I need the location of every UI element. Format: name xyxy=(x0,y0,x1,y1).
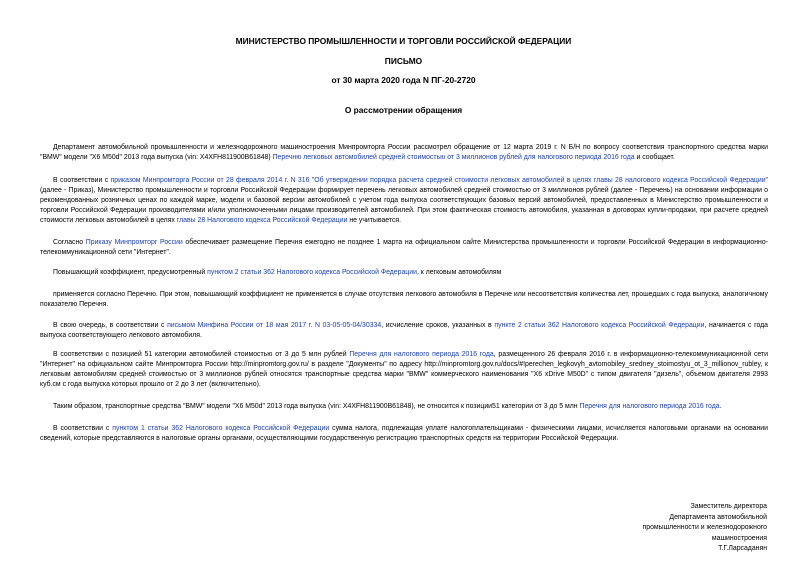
link-perechen-2016[interactable]: Перечню легковых автомобилей средней стоимостью от 3 миллионов рублей для налогового периода 2016 года xyxy=(272,154,635,161)
paragraph-text: сумма налога, подлежащая уплате налогоплательщиками - физическими лицами, исчисляется налоговыми органами на основании сведений, которые представляются в налоговые органы органами, осуществляющими государственную регистрацию транспортных средств на территории Российской Федерации. xyxy=(40,425,769,442)
paragraph-5 xyxy=(40,290,768,310)
paragraph-6 xyxy=(40,321,768,341)
paragraph-text: , размещенного 26 февраля 2016 г. в информационно-телекоммуникационной сети "Интернет" на официальном сайте Минпромторга России http://minpromtorg.gov.ru/ в разделе "Документы" по адресу http://minpromtorg.gov.ru/docs/#!perechen_legkovyh_avtomobiley_sredney_stoimostyu_ot_3_millionov_rubley, к легковым автомобилям средней стоимостью от 3 миллионов рублей относятся транспортные средства марки "BMW" коммерческого наименования "X6 xDrive M50D" с типом двигателя "дизель", объемом двигателя 2993 куб.см с года выпуска которых прошло от 2 до 3 лет (включительно). xyxy=(40,351,768,388)
document-type: ПИСЬМО xyxy=(384,56,423,66)
paragraph-text: , начинается с года выпуска соответствующего легкового автомобиля. xyxy=(40,322,768,339)
signature-department: Департамента автомобильной xyxy=(669,513,767,521)
paragraph-8 xyxy=(40,402,768,412)
signature-name: Т.Г.Ларсаданян xyxy=(718,545,767,552)
link-article-362-p1[interactable]: пунктом 1 статьи 362 Налогового кодекса Российской Федерации xyxy=(112,425,330,432)
link-order-minpromtorg[interactable]: Приказу Минпромторг России xyxy=(85,239,183,246)
paragraph-7 xyxy=(40,350,768,390)
link-perechen-2016-third[interactable]: Перечня для налогового периода 2016 года xyxy=(579,403,720,410)
signature-department: машиностроения xyxy=(711,534,767,542)
paragraph-text: Департамент автомобильной промышленности и железнодорожного машиностроения Минпромторга России рассмотрел обращение от 12 марта 2019 г. N Б/Н по вопросу соответствия транспортного средства марки "BMW" модели "X6 M50d" 2013 года выпуска (vin: X4XFH811900B61848) xyxy=(40,144,768,161)
paragraph-text: . xyxy=(719,403,722,410)
paragraph-text: Согласно xyxy=(53,239,86,246)
paragraph-4 xyxy=(40,268,768,278)
paragraph-text: В соответствии с позицией 51 категории автомобилей стоимостью от 3 до 5 млн рублей xyxy=(53,351,350,358)
paragraph-text: обеспечивает размещение Перечня ежегодно не позднее 1 марта на официальном сайте Министерства промышленности и торговли Российской Федерации в информационно-телекоммуникационной сети "Интернет". xyxy=(40,239,768,256)
paragraph-text: не учитывается. xyxy=(347,217,402,224)
paragraph-2 xyxy=(40,176,768,226)
paragraph-text: В соответствии с xyxy=(53,425,113,432)
document-date-number: от 30 марта 2020 года N ПГ-20-2720 xyxy=(331,75,476,85)
link-article-362-p2[interactable]: пунктом 2 статьи 362 Налогового кодекса Российской Федерации xyxy=(207,269,417,276)
paragraph-text: , исчисление сроков, указанных в xyxy=(381,322,495,329)
link-chapter-28[interactable]: главы 28 Налогового кодекса Российской Федерации xyxy=(176,217,348,224)
link-order-316[interactable]: приказом Минпромторга России от 28 февраля 2014 г. N 316 "Об утверждении порядка расчета средней стоимости легковых автомобилей в целях главы 28 налогового кодекса Российской Федерации" xyxy=(110,177,768,184)
paragraph-text: применяется согласно Перечню. При этом, повышающий коэффициент не применяется в случае отсутствия легкового автомобиля в Перечне или несоответствия количества лет, прошедших с года выпуска, аналогичному показателю Перечня. xyxy=(40,291,768,308)
document-subject: О рассмотрении обращения xyxy=(344,105,463,115)
signature-position: Заместитель директора xyxy=(690,503,767,510)
paragraph-1 xyxy=(40,143,768,163)
paragraph-text: Таким образом, транспортные средства "BMW" модели "X6 M50d" 2013 года выпуска (vin: X4XFH811900B61848), не относится к позиции51 категории от 3 до 5 млн xyxy=(53,403,580,410)
paragraph-text: (далее - Приказ), Министерство промышленности и торговли Российской Федерации формирует перечень легковых автомобилей средней стоимостью от 3 миллионов рублей (далее - Перечень) на основании информации о рекомендованных розничных ценах по каждой марке, модели и базовой версии автомобилей с учетом года выпуска соответствующих базовых версий автомобилей, предоставленных в Министерство промышленности и торговли Российской Федерации производителями и/или уполномоченными лицами производителей автомобилей. При этом фактическая стоимость автомобиля, указанная в договорах купли-продажи, при расчете средней стоимости легковых автомобилей в целях xyxy=(40,187,768,224)
paragraph-9 xyxy=(40,424,768,444)
paragraph-text: Повышающий коэффициент, предусмотренный xyxy=(53,269,208,276)
paragraph-text: В свою очередь, в соответствии с xyxy=(53,322,168,329)
link-article-362-p2-second[interactable]: пункте 2 статьи 362 Налогового кодекса Российской Федерации xyxy=(494,322,705,329)
paragraph-text: и сообщает. xyxy=(634,154,675,161)
paragraph-text: В соответствии с xyxy=(53,177,111,184)
link-minfin-letter[interactable]: письмом Минфина России от 18 мая 2017 г. N 03-05-05-04/30334 xyxy=(167,322,382,329)
paragraph-3 xyxy=(40,238,768,258)
paragraph-text: , к легковым автомобилям xyxy=(416,269,502,276)
signature-department: промышленности и железнодорожного xyxy=(642,524,767,531)
ministry-title: МИНИСТЕРСТВО ПРОМЫШЛЕННОСТИ И ТОРГОВЛИ РОССИЙСКОЙ ФЕДЕРАЦИИ xyxy=(235,36,572,46)
signature-block xyxy=(597,502,767,555)
link-perechen-2016-second[interactable]: Перечня для налогового периода 2016 года xyxy=(349,351,494,358)
